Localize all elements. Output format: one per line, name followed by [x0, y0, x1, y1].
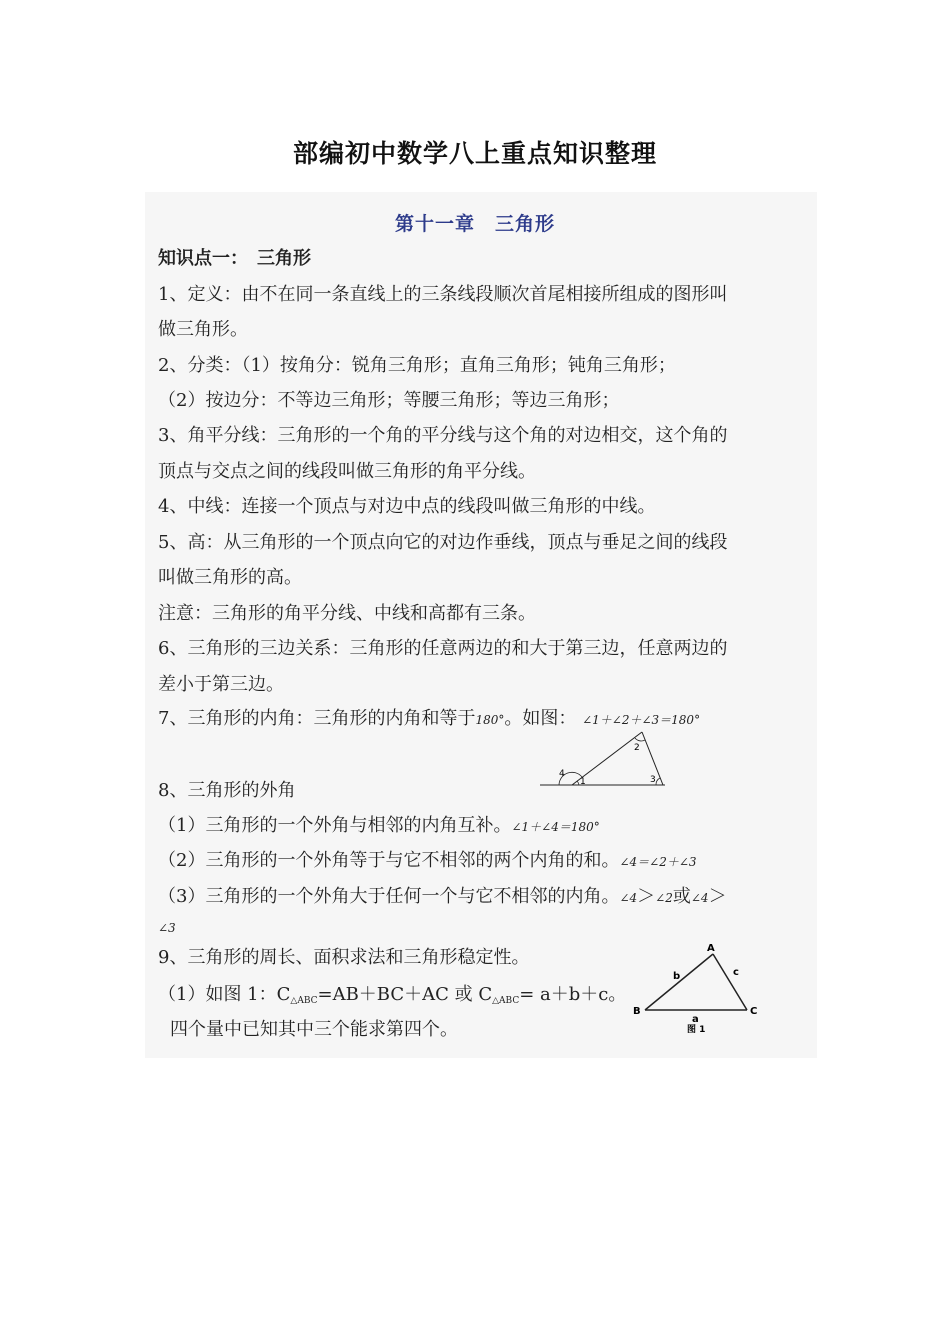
item-3-line-2: 顶点与交点之间的线段叫做三角形的角平分线。	[158, 461, 536, 482]
document-title: 部编初中数学八上重点知识整理	[292, 139, 657, 168]
item-8-3-gt-2: ＞	[708, 886, 727, 907]
angle-2-arc	[635, 738, 645, 741]
angle-sum-formula: ∠1＋∠2＋∠3＝180°	[582, 713, 701, 727]
item-8-1-formula: ∠1＋∠4＝180°	[511, 820, 600, 834]
item-9-1-text-c: = a＋b＋c。	[519, 984, 627, 1005]
item-8-3-angle-4: ∠4	[619, 891, 638, 905]
item-2-line-1: 2、分类：（1）按角分：锐角三角形；直角三角形；钝角三角形；	[158, 355, 676, 376]
side-c-label: c	[733, 967, 739, 978]
item-9-2-line: 四个量中已知其中三个能求第四个。	[170, 1019, 458, 1040]
angle-label-2: 2	[634, 743, 640, 753]
note-line: 注意：三角形的角平分线、中线和高都有三条。	[158, 603, 536, 624]
item-8-2-formula: ∠4＝∠2＋∠3	[619, 855, 697, 869]
item-5-line-2: 叫做三角形的高。	[158, 567, 302, 588]
item-6-line-2: 差小于第三边。	[158, 674, 284, 695]
item-2-line-2: （2）按边分：不等边三角形；等腰三角形；等边三角形；	[158, 390, 620, 411]
side-b	[645, 954, 713, 1010]
vertex-b-label: B	[633, 1006, 641, 1017]
item-6-line-1: 6、三角形的三边关系：三角形的任意两边的和大于第三边，任意两边的	[158, 638, 728, 659]
item-9-1-text-a: （1）如图 1：C	[158, 984, 291, 1005]
item-8-3-line-2	[158, 916, 176, 939]
item-8-1-line	[158, 815, 600, 838]
item-8-heading: 8、三角形的外角	[158, 780, 296, 801]
item-9-heading: 9、三角形的周长、面积求法和三角形稳定性。	[158, 947, 530, 968]
item-7-text: 7、三角形的内角：三角形的内角和等于	[158, 708, 476, 729]
item-7-ref: 。如图：	[504, 708, 577, 729]
item-8-3-angle-2: ∠2	[655, 891, 673, 905]
item-1-line-1: 1、定义：由不在同一条直线上的三条线段顺次首尾相接所组成的图形叫	[158, 284, 728, 305]
item-8-3-or: 或	[672, 886, 691, 907]
item-8-3-angle-4b: ∠4	[690, 891, 709, 905]
item-5-line-1: 5、高：从三角形的一个顶点向它的对边作垂线，顶点与垂足之间的线段	[158, 532, 728, 553]
triangle-angles-figure	[535, 728, 670, 790]
item-8-3-angle-3: ∠3	[158, 921, 176, 935]
item-8-2-text: （2）三角形的一个外角等于与它不相邻的两个内角的和。	[158, 850, 620, 871]
angle-label-3: 3	[650, 775, 656, 785]
vertex-c-label: C	[750, 1006, 758, 1017]
item-8-3-gt: ＞	[637, 886, 656, 907]
chapter-heading: 第十一章 三角形	[394, 213, 555, 235]
item-4-line: 4、中线：连接一个顶点与对边中点的线段叫做三角形的中线。	[158, 496, 656, 517]
side-c	[713, 954, 747, 1010]
triangle-abc-figure	[625, 940, 765, 1038]
perimeter-subscript-1: △ABC	[290, 996, 318, 1006]
angle-sum-value: 180°	[475, 713, 505, 727]
item-8-3-line	[158, 886, 727, 909]
perimeter-subscript-2: △ABC	[492, 996, 520, 1006]
angle-label-4: 4	[559, 769, 565, 779]
side-a-label: a	[692, 1014, 699, 1025]
angle-1-arc	[577, 781, 579, 785]
angle-3-arc	[656, 778, 660, 785]
item-9-1-text-b: =AB＋BC＋AC 或 C	[317, 984, 493, 1005]
vertex-a-label: A	[707, 943, 715, 954]
side-b-label: b	[673, 971, 681, 982]
item-8-1-text: （1）三角形的一个外角与相邻的内角互补。	[158, 815, 512, 836]
knowledge-point-heading: 知识点一： 三角形	[158, 248, 311, 269]
item-1-line-2: 做三角形。	[158, 319, 248, 340]
item-8-2-line	[158, 850, 697, 873]
figure-1-caption: 图 1	[687, 1025, 706, 1035]
item-3-line-1: 3、角平分线：三角形的一个角的平分线与这个角的对边相交，这个角的	[158, 425, 728, 446]
angle-label-1: 1	[580, 777, 586, 787]
item-8-3-text: （3）三角形的一个外角大于任何一个与它不相邻的内角。	[158, 886, 620, 907]
item-9-1-line	[158, 984, 626, 1012]
